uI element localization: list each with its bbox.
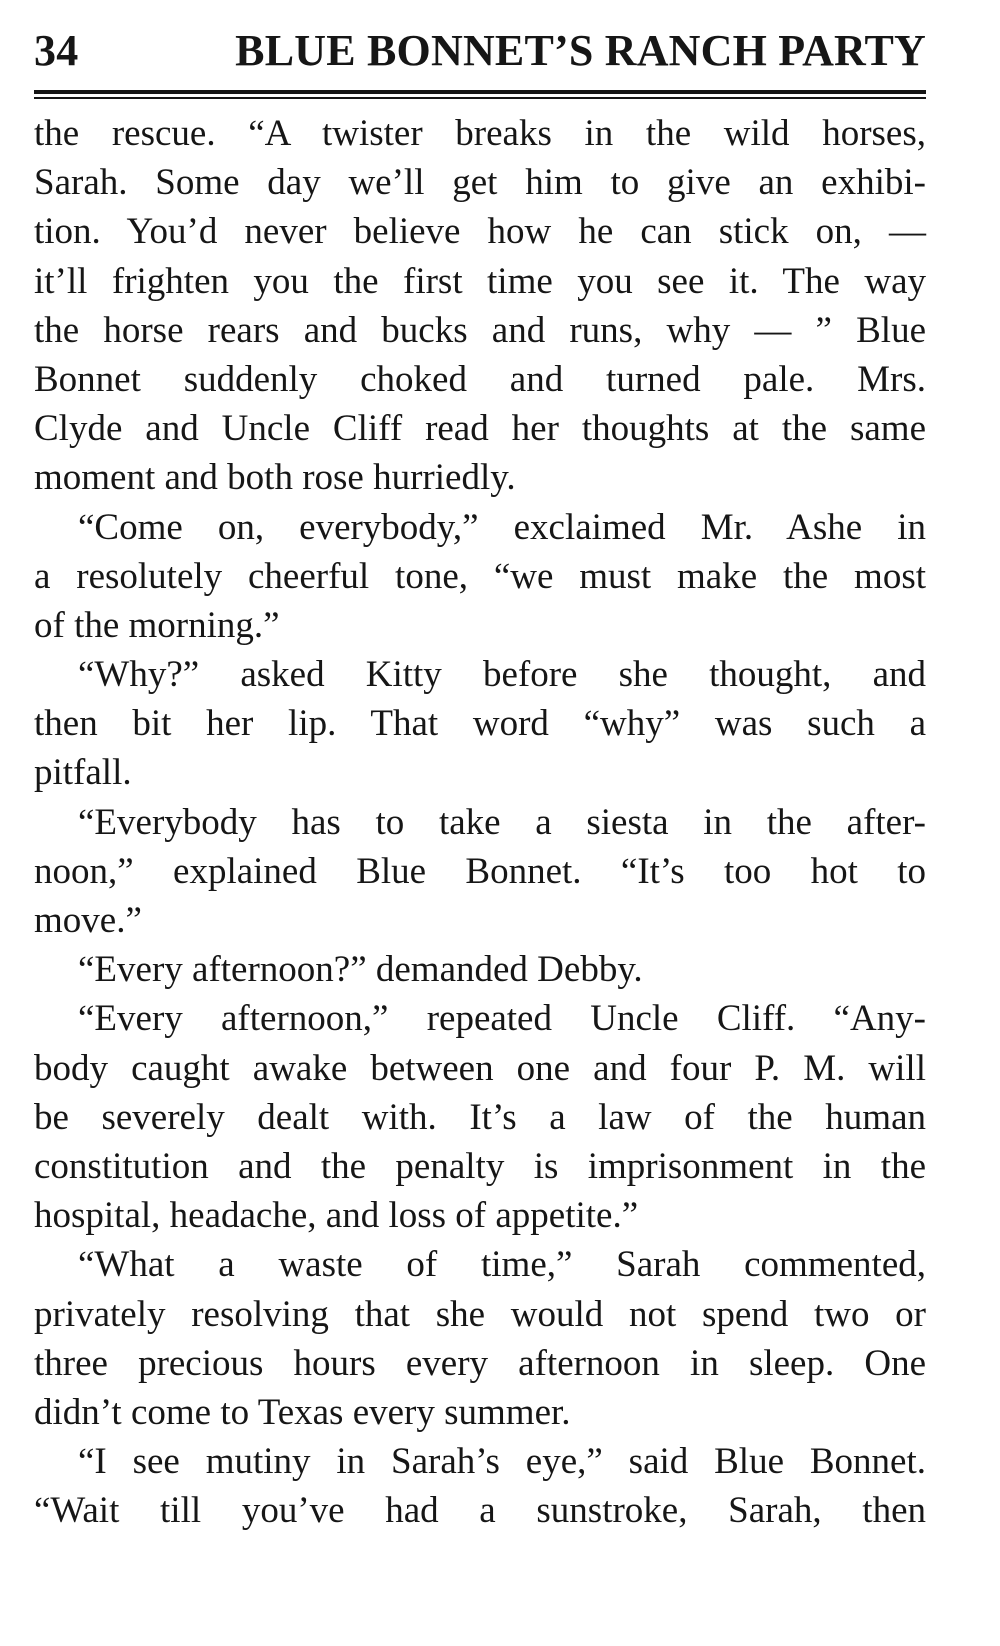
header-rule — [34, 90, 926, 94]
text-line: be severely dealt with. It’s a law of the human — [34, 1096, 926, 1138]
body-text — [34, 109, 926, 1535]
text-line: “Why?” asked Kitty before she thought, and — [78, 654, 926, 696]
text-line: then bit her lip. That word “why” was such a — [34, 703, 926, 745]
text-line: body caught awake between one and four P. M. will — [34, 1047, 926, 1089]
book-title: BLUE BONNET’S RANCH PARTY — [235, 26, 926, 75]
text-line: privately resolving that she would not spend two or — [34, 1293, 926, 1335]
text-line: didn’t come to Texas every summer. — [34, 1391, 571, 1433]
text-line: three precious hours every afternoon in sleep. One — [34, 1342, 926, 1384]
text-line: moment and both rose hurriedly. — [34, 457, 516, 499]
text-line: hospital, headache, and loss of appetite.” — [34, 1195, 639, 1237]
text-line: Sarah. Some day we’ll get him to give an exhibi- — [34, 162, 926, 204]
text-line: “Come on, everybody,” exclaimed Mr. Ashe in — [78, 506, 926, 548]
text-line: of the morning.” — [34, 604, 280, 646]
header-rule-thin — [34, 97, 926, 99]
text-line: “What a waste of time,” Sarah commented, — [78, 1244, 926, 1286]
text-line: the horse rears and bucks and runs, why — ” Blue — [34, 309, 926, 351]
text-line: Bonnet suddenly choked and turned pale. Mrs. — [34, 358, 926, 400]
page-number: 34 — [34, 26, 79, 75]
text-line: “Every afternoon?” demanded Debby. — [78, 949, 643, 991]
text-line: Clyde and Uncle Cliff read her thoughts at the same — [34, 408, 926, 450]
text-line: it’ll frighten you the first time you see it. The way — [34, 260, 926, 302]
text-line: move.” — [34, 900, 142, 941]
running-head — [34, 26, 926, 76]
text-line: a resolutely cheerful tone, “we must make the most — [34, 555, 926, 597]
text-line: “Every afternoon,” repeated Uncle Cliff. “Any- — [78, 998, 926, 1040]
text-line: pitfall. — [34, 752, 132, 794]
text-line: constitution and the penalty is imprisonment in the — [34, 1145, 926, 1187]
text-line: noon,” explained Blue Bonnet. “It’s too hot to — [34, 850, 926, 892]
text-line: “I see mutiny in Sarah’s eye,” said Blue Bonnet. — [78, 1441, 926, 1483]
text-line: “Everybody has to take a siesta in the after- — [78, 801, 926, 843]
text-line: the rescue. “A twister breaks in the wild horses, — [34, 113, 926, 154]
text-line: tion. You’d never believe how he can stick on, — — [34, 211, 926, 253]
text-line: “Wait till you’ve had a sunstroke, Sarah, then — [34, 1490, 926, 1532]
book-page — [34, 26, 926, 1535]
